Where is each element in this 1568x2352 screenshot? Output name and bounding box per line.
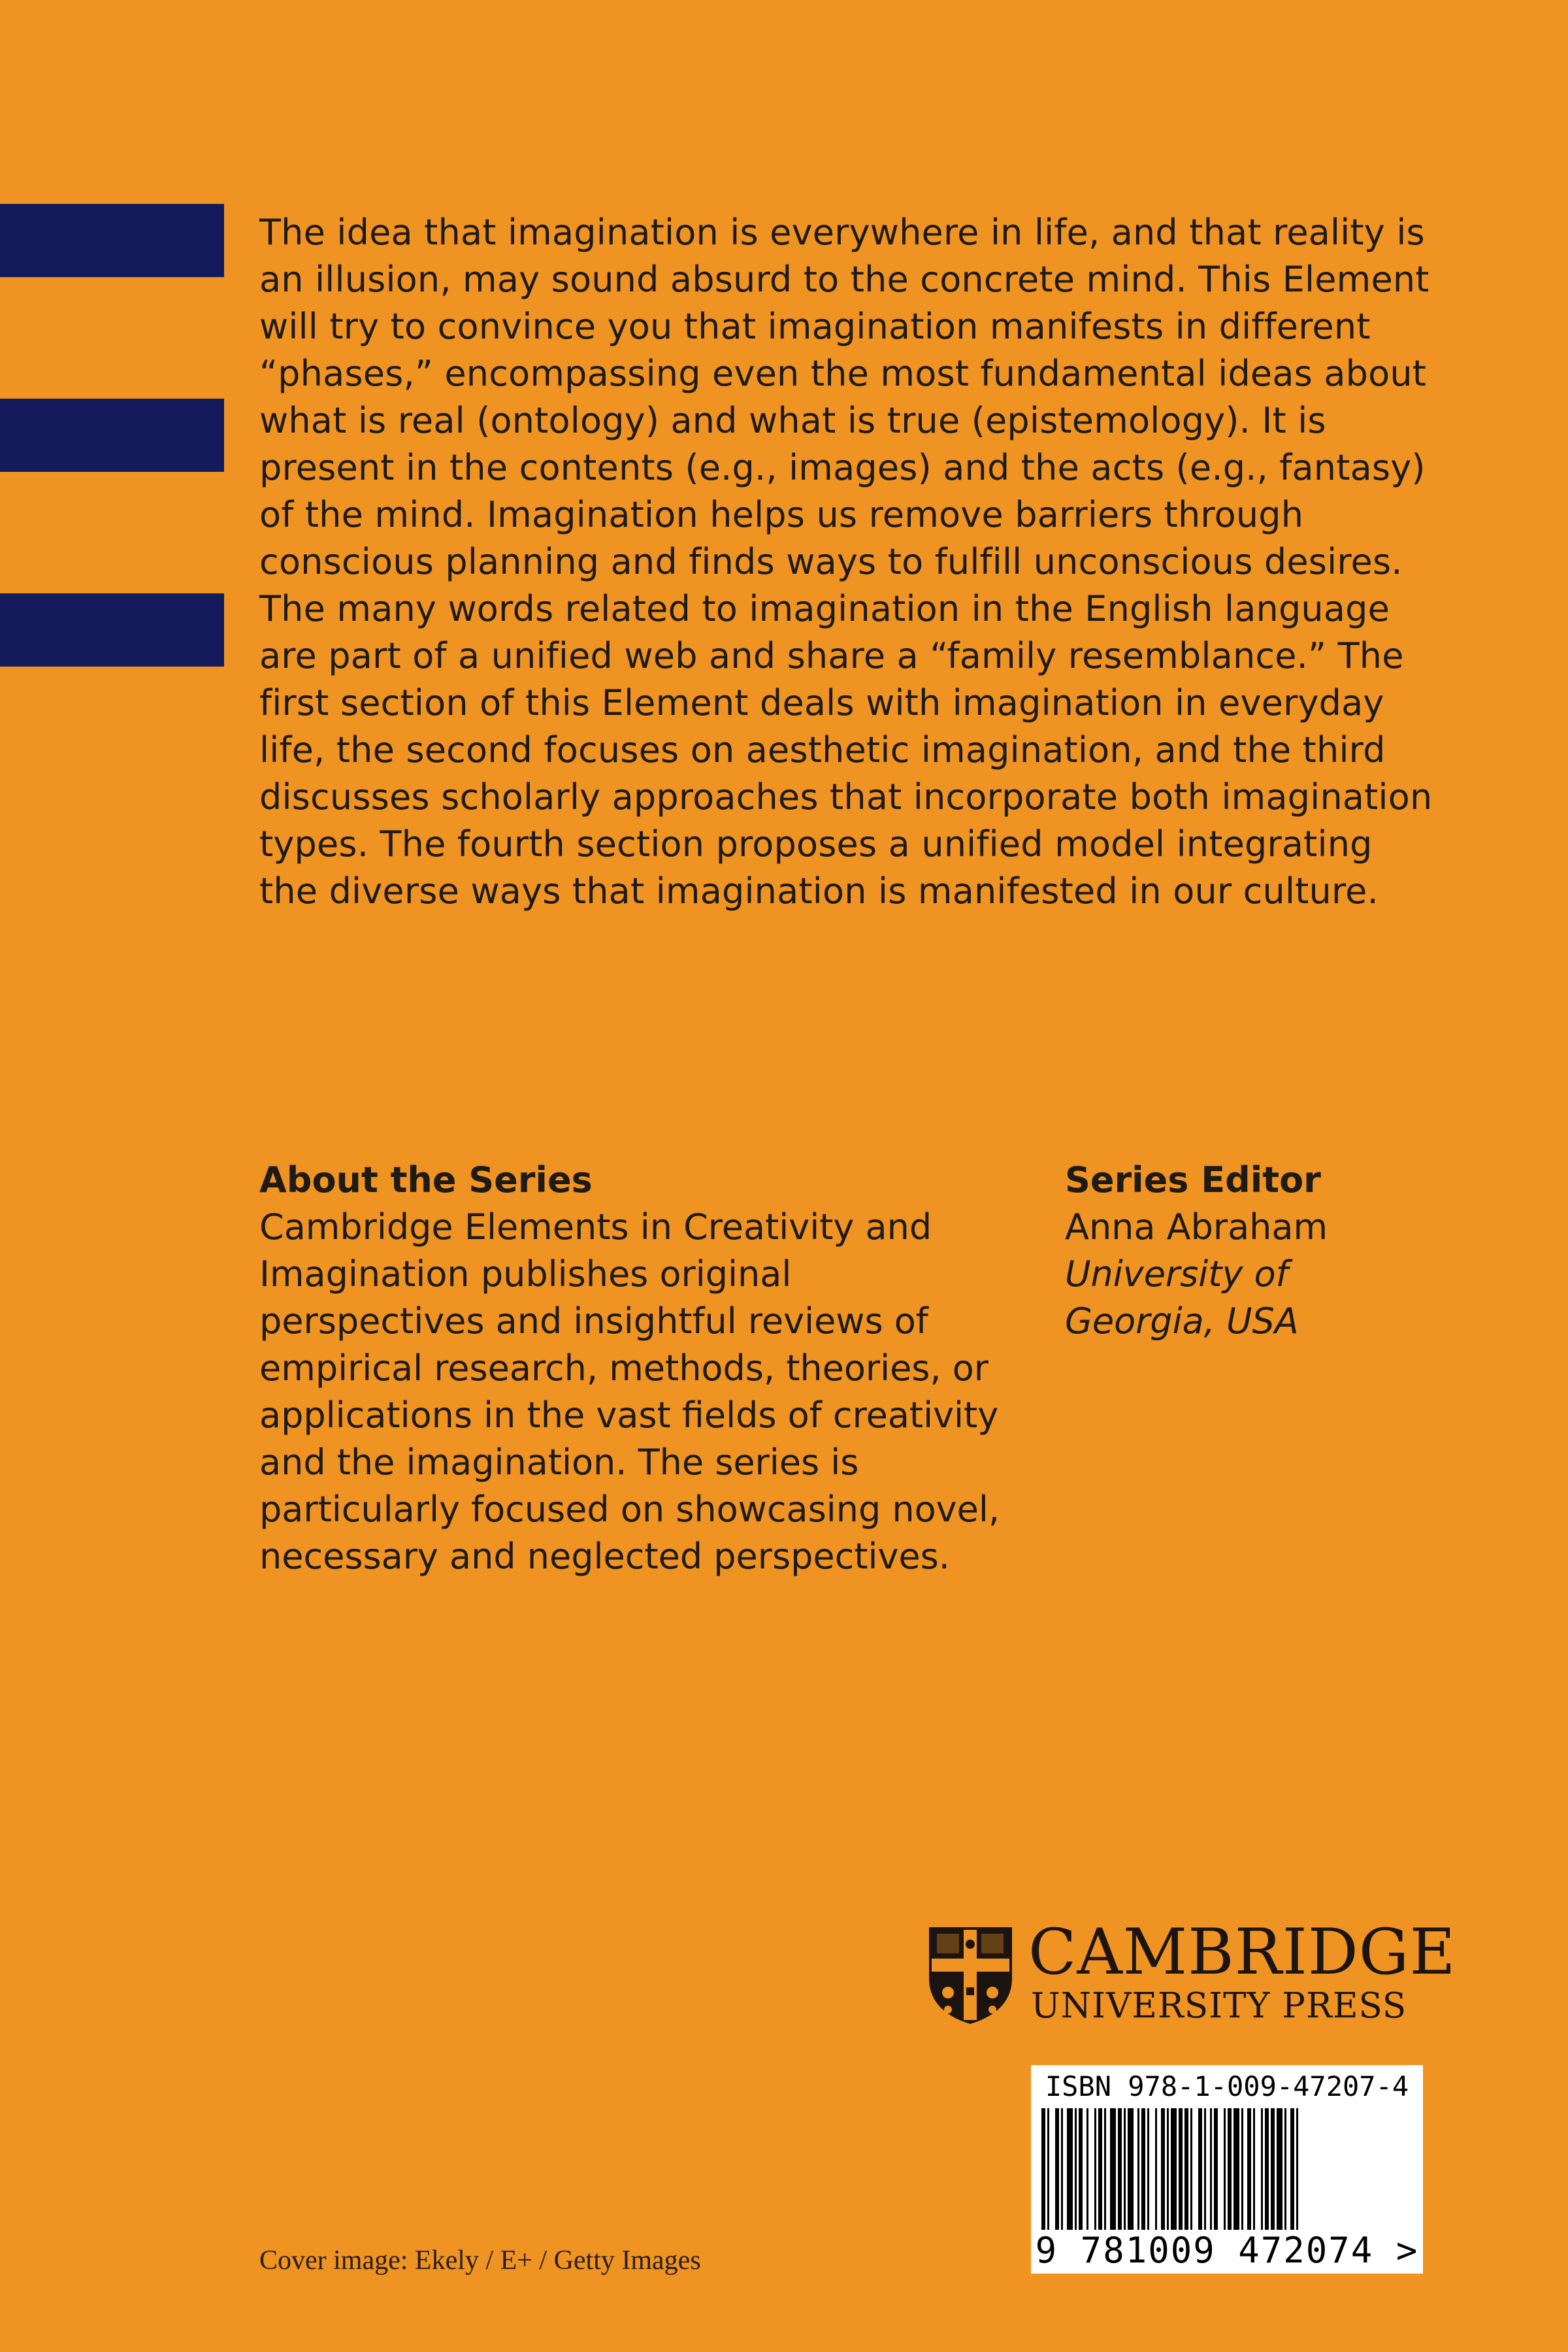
- barcode-stripe: [1098, 2108, 1102, 2230]
- barcode-stripe: [1075, 2108, 1077, 2230]
- barcode-stripe: [1190, 2108, 1192, 2230]
- barcode-stripe: [1224, 2108, 1226, 2230]
- barcode-stripe: [1141, 2108, 1145, 2230]
- barcode-stripe: [1228, 2108, 1232, 2230]
- barcode-stripe: [1137, 2108, 1139, 2230]
- barcode-stripe: [1079, 2108, 1083, 2230]
- barcode-stripe: [1198, 2108, 1202, 2230]
- barcode-stripe: [1253, 2108, 1255, 2230]
- about-series-section: [259, 1157, 1011, 1580]
- barcode-stripe: [1214, 2108, 1218, 2230]
- barcode-stripe: [1247, 2108, 1251, 2230]
- barcode-stripe: [1147, 2108, 1149, 2230]
- barcode-stripe: [1124, 2108, 1126, 2230]
- series-editor-affiliation-line1: University of: [1065, 1253, 1288, 1295]
- cambridge-crest-icon: [926, 1925, 1015, 2026]
- series-editor-section: [1065, 1157, 1431, 1345]
- barcode-stripe: [1110, 2108, 1116, 2230]
- publisher-name: CAMBRIDGE: [1028, 1915, 1456, 1989]
- barcode-stripe: [1296, 2108, 1298, 2230]
- barcode-stripe: [1104, 2108, 1106, 2230]
- barcode-stripe: [1277, 2108, 1282, 2230]
- barcode-stripe: [1265, 2108, 1269, 2230]
- barcode-stripe: [1118, 2108, 1122, 2230]
- barcode-stripe: [1284, 2108, 1286, 2230]
- barcode-stripe: [1241, 2108, 1243, 2230]
- barcode-stripe: [1067, 2108, 1073, 2230]
- barcode-bars: [1039, 2108, 1415, 2230]
- cover-image-credit: Cover image: Ekely / E+ / Getty Images: [259, 2245, 701, 2276]
- barcode-stripe: [1290, 2108, 1294, 2230]
- barcode-stripe: [1155, 2108, 1157, 2230]
- accent-bar-bottom: [0, 593, 224, 667]
- back-cover-blurb: The idea that imagination is everywhere in life, and that reality is an illusion, may sound absurd to the concrete mind. This Element will try to convince you that imagination manifests in different “phases,” encompassing even the most fundamental ideas about what is real (ontology) and what is true (epistemology). It is present in the contents (e.g., images) and the acts (e.g., fantasy) of the mind. Imagination helps us remove barriers through conscious planning and finds ways to fulfill unconscious desires. The many words related to imagination in the English language are part of a unified web and share a “family resemblance.” The first section of this Element deals with imagination in everyday life, the second focuses on aesthetic imagination, and the third discusses scholarly approaches that incorporate both imagination types. The fourth section proposes a unified model integrating the diverse ways that imagination is manifested in our culture.: [259, 212, 1433, 912]
- barcode-stripe: [1161, 2108, 1165, 2230]
- barcode-digits: 9 781009 472074 >: [1035, 2230, 1419, 2271]
- about-series-text: Cambridge Elements in Creativity and Imagination publishes original perspectives and insightful reviews of empirical research, methods, theories, or applications in the vast fields of creativity and the imagination. The series is particularly focused on showcasing novel, necessary and neglected perspectives.: [259, 1206, 1000, 1577]
- barcode-stripe: [1094, 2108, 1096, 2230]
- accent-bar-top: [0, 204, 224, 277]
- barcode-stripe: [1171, 2108, 1177, 2230]
- barcode-stripe: [1061, 2108, 1063, 2230]
- about-series-heading: About the Series: [259, 1159, 593, 1201]
- barcode-stripe: [1086, 2108, 1088, 2230]
- barcode-stripe: [1055, 2108, 1059, 2230]
- series-editor-heading: Series Editor: [1065, 1159, 1321, 1201]
- accent-bar-middle: [0, 399, 224, 472]
- isbn-barcode: [1031, 2065, 1423, 2274]
- barcode-stripe: [1204, 2108, 1206, 2230]
- barcode-stripe: [1184, 2108, 1188, 2230]
- barcode-stripe: [1233, 2108, 1239, 2230]
- barcode-stripe: [1210, 2108, 1212, 2230]
- barcode-stripe: [1179, 2108, 1183, 2230]
- barcode-stripe: [1261, 2108, 1263, 2230]
- barcode-stripe: [1041, 2108, 1045, 2230]
- series-editor-name: Anna Abraham: [1065, 1206, 1328, 1248]
- publisher-logo: [926, 1915, 1456, 2029]
- barcode-stripe: [1271, 2108, 1275, 2230]
- publisher-subname: UNIVERSITY PRESS: [1031, 1986, 1407, 2026]
- isbn-label: ISBN 978-1-009-47207-4: [1045, 2070, 1409, 2102]
- barcode-stripe: [1167, 2108, 1169, 2230]
- barcode-stripe: [1047, 2108, 1049, 2230]
- barcode-stripe: [1128, 2108, 1134, 2230]
- series-editor-affiliation-line2: Georgia, USA: [1065, 1300, 1299, 1342]
